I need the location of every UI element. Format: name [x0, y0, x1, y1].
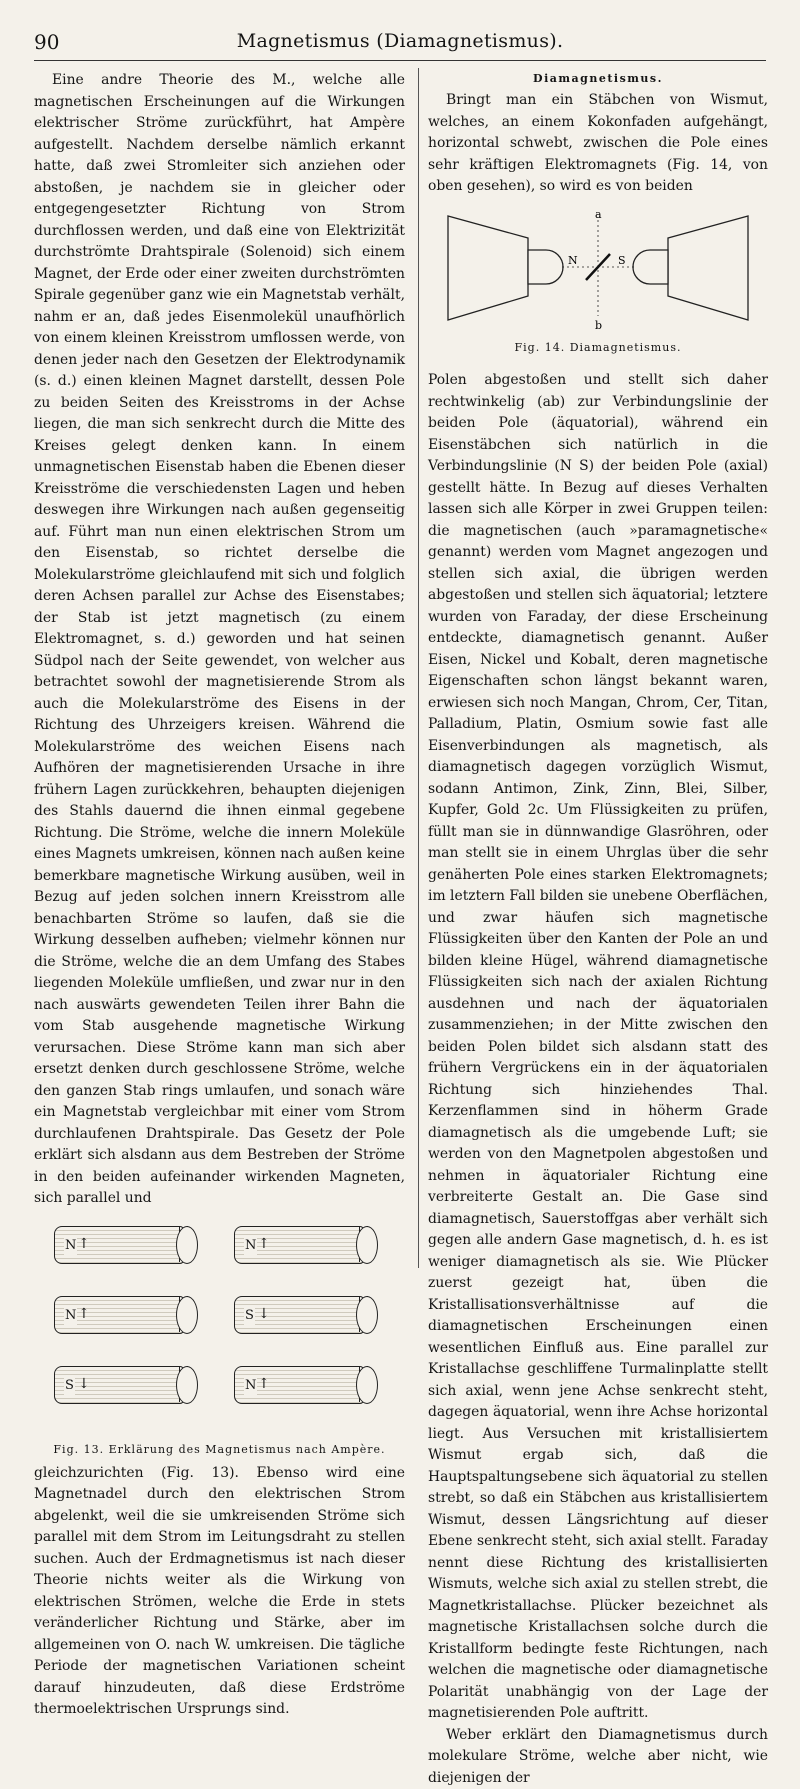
magnet-bar	[234, 1366, 382, 1404]
column-divider	[418, 68, 419, 1268]
magnet-bar	[54, 1296, 202, 1334]
magnet-bar	[54, 1226, 202, 1264]
figure-14-caption: Fig. 14. Diamagnetismus.	[428, 337, 768, 359]
figure-13	[34, 1218, 405, 1463]
pole-label: N	[64, 1305, 77, 1327]
current-arrow-icon: ↓	[78, 1374, 90, 1396]
pole-label: S	[244, 1305, 255, 1327]
magnet-bar	[234, 1226, 382, 1264]
pole-label: N	[64, 1235, 77, 1257]
current-arrow-icon: ↑	[78, 1234, 90, 1256]
magnet-bar	[234, 1296, 382, 1334]
page-header	[34, 30, 766, 56]
diamagnetism-diagram	[428, 208, 768, 333]
pole-label: N	[244, 1375, 257, 1397]
weber-paragraph: Weber erklärt den Diamagnetismus durch molekulare Ströme, welche aber nicht, wie diejenigen der	[428, 1725, 768, 1789]
current-arrow-icon: ↑	[258, 1234, 270, 1256]
label-n: N	[568, 254, 578, 267]
running-title: Magnetismus (Diamagnetismus).	[34, 30, 766, 52]
label-b: b	[595, 319, 602, 332]
figure-14	[428, 208, 768, 333]
magnet-bar	[54, 1366, 202, 1404]
header-rule	[34, 60, 766, 61]
figure-13-caption: Fig. 13. Erklärung des Magnetismus nach Ampère.	[34, 1439, 405, 1461]
left-pole-piece	[448, 216, 528, 320]
right-pole-tip	[633, 250, 668, 284]
right-pole-piece	[668, 216, 748, 320]
left-column	[34, 70, 405, 1721]
diamagnetism-main-paragraph: Polen abgestoßen und stellt sich daher rechtwinkelig (ab) zur Verbindungslinie der beiden Pole (äquatorial), während ein Eisenstäbchen sich natürlich in die Verbindungslinie (N S) der beiden Pole (axial) gestellt hätte. In Bezug auf dieses Verhalten lassen sich alle Körper in zwei Gruppen teilen: die magnetischen (auch »paramagnetische« genannt) werden vom Magnet angezogen und stellen sich axial, die übrigen werden abgestoßen und stellen sich äquatorial; letztere wurden von Faraday, der diese Erscheinung entdeckte, diamagnetisch genannt. Außer Eisen, Nickel und Kobalt, deren magnetische Eigenschaften schon längst bekannt waren, erwiesen sich noch Mangan, Chrom, Cer, Titan, Palladium, Platin, Osmium sowie fast alle Eisenverbindungen als magnetisch, als diamagnetisch dagegen vorzüglich Wismut, sodann Antimon, Zink, Zinn, Blei, Silber, Kupfer, Gold 2c. Um Flüssigkeiten zu prüfen, füllt man sie in dünnwandige Glasröhren, oder man stellt sie in einem Uhrglas über die sehr genäherten Pole eines starken Elektromagnets; im letztern Fall bilden sie unebene Oberflächen, und zwar häufen sich magnetische Flüssigkeiten über den Kanten der Pole an und bilden kleine Hügel, während diamagnetische Flüssigkeiten sich nach der axialen Richtung ausdehnen und nach der äquatorialen zusammenziehen; in der Mitte zwischen den beiden Polen bildet sich alsdann statt des frühern Vergrückens ein in der äquatorialen Richtung sich hinziehendes Thal. Kerzenflammen sind in höherm Grade diamagnetisch als die umgebende Luft; sie werden von den Magnetpolen abgestoßen und nehmen in äquatorialer Richtung eine verbreiterte Gestalt an. Die Gase sind diamagnetisch, Sauerstoffgas aber verhält sich gegen alle andern Gase magnetisch, d. h. es ist weniger diamagnetisch als sie. Wie Plücker zuerst gezeigt hat, üben die Kristallisationsverhältnisse auf die diamagnetischen Erscheinungen einen wesentlichen Einfluß aus. Eine parallel zur Kristallachse geschliffene Turmalinplatte stellt sich axial, wenn jene Achse senkrecht steht, dagegen äquatorial, wenn ihre Achse horizontal liegt. Aus Versuchen mit kristallisiertem Wismut ergab sich, daß die Hauptspaltungsebene sich äquatorial zu stellen strebt, so daß ein Stäbchen aus kristallisiertem Wismut, dessen Längsrichtung auf dieser Ebene senkrecht steht, sich axial stellt. Faraday nennt diese Richtung des kristallisierten Wismuts, welche sich axial zu stellen strebt, die Magnetkristallachse. Plücker bezeichnet als magnetische Kristallachsen solche durch die Kristallform bedingte feste Richtungen, nach welchen die magnetische oder diamagnetische Polarität unabhängig von der Lage der magnetisierenden Pole auftritt.	[428, 370, 768, 1725]
diamagnetism-intro-paragraph: Bringt man ein Stäbchen von Wismut, welches, an einem Kokonfaden aufgehängt, horizontal schwebt, zwischen die Pole eines sehr kräftigen Elektromagnets (Fig. 14, von oben gesehen), so wird es von beiden	[428, 90, 768, 198]
left-pole-tip	[528, 250, 563, 284]
pole-label: S	[64, 1375, 75, 1397]
pole-label: N	[244, 1235, 257, 1257]
page-number: 90	[34, 30, 59, 54]
current-arrow-icon: ↑	[258, 1374, 270, 1396]
label-s: S	[618, 254, 626, 267]
right-column	[428, 70, 768, 1789]
section-title: Diamagnetismus.	[428, 70, 768, 88]
ampere-theory-paragraph: Eine andre Theorie des M., welche alle magnetischen Erscheinungen auf die Wirkungen elektrischer Ströme zurückführt, hat Ampère aufgestellt. Nachdem derselbe nämlich erkannt hatte, daß zwei Stromleiter sich anziehen oder abstoßen, je nachdem sie in gleicher oder entgegengesetzter Richtung von Strom durchflossen werden, und daß eine von Elektrizität durchströmte Drahtspirale (Solenoid) sich einem Magnet, der Erde oder einer zweiten durchströmten Spirale gegenüber ganz wie ein Magnetstab verhält, nahm er an, daß jedes Eisenmolekül unaufhörlich von einem kleinen Kreisstrom umflossen werde, von denen jeder nach den Gesetzen der Elektrodynamik (s. d.) einen kleinen Magnet darstellt, dessen Pole zu beiden Seiten des Kreisstroms in der Achse liegen, die man sich senkrecht durch die Mitte des Kreises gelegt denken kann. In einem unmagnetischen Eisenstab haben die Ebenen dieser Kreisströme die verschiedensten Lagen und heben deswegen ihre Wirkungen nach außen gegenseitig auf. Führt man nun einen elektrischen Strom um den Eisenstab, so richtet derselbe die Molekularströme gleichlaufend mit sich und folglich deren Achsen parallel zur Achse des Eisenstabes; der Stab ist jetzt magnetisch (zu einem Elektromagnet, s. d.) geworden und hat seinen Südpol nach der Seite gewendet, von welcher aus betrachtet sowohl der magnetisierende Strom als auch die Molekularströme des Eisens in der Richtung des Uhrzeigers kreisen. Während die Molekularströme des weichen Eisens nach Aufhören der magnetisierenden Ursache in ihre frühern Lagen zurückkehren, behaupten diejenigen des Stahls dauernd die ihnen einmal gegebene Richtung. Die Ströme, welche die innern Moleküle eines Magnets umkreisen, können nach außen keine bemerkbare magnetische Wirkung ausüben, weil in Bezug auf jeden solchen innern Kreisstrom alle benachbarten Ströme so laufen, daß sie die Wirkung desselben aufheben; vielmehr können nur die Ströme, welche die an dem Umfang des Stabes liegenden Moleküle umfließen, und zwar nur in den nach auswärts gewendeten Teilen ihrer Bahn die vom Stab ausgehende magnetische Wirkung verursachen. Diese Ströme kann man sich aber ersetzt denken durch geschlossene Ströme, welche den ganzen Stab rings umlaufen, und sonach wäre ein Magnetstab vergleichbar mit einer vom Strom durchlaufenen Drahtspirale. Das Gesetz der Pole erklärt sich alsdann aus dem Bestreben der Ströme in den beiden aufeinander wirkenden Magneten, sich parallel und	[34, 70, 405, 1210]
current-arrow-icon: ↓	[258, 1304, 270, 1326]
earth-magnetism-paragraph: gleichzurichten (Fig. 13). Ebenso wird eine Magnetnadel durch den elektrischen Strom abgelenkt, weil die sie umkreisenden Ströme sich parallel mit dem Strom im Leitungsdraht zu stellen suchen. Auch der Erdmagnetismus ist nach dieser Theorie nichts weiter als die Wirkung von elektrischen Strömen, welche die Erde in stets veränderlicher Richtung und Stärke, aber im allgemeinen von O. nach W. umkreisen. Die tägliche Periode der magnetischen Variationen scheint darauf hinzudeuten, daß diese Erdströme thermoelektrischen Ursprungs sind.	[34, 1463, 405, 1721]
current-arrow-icon: ↑	[78, 1304, 90, 1326]
label-a: a	[595, 208, 602, 221]
